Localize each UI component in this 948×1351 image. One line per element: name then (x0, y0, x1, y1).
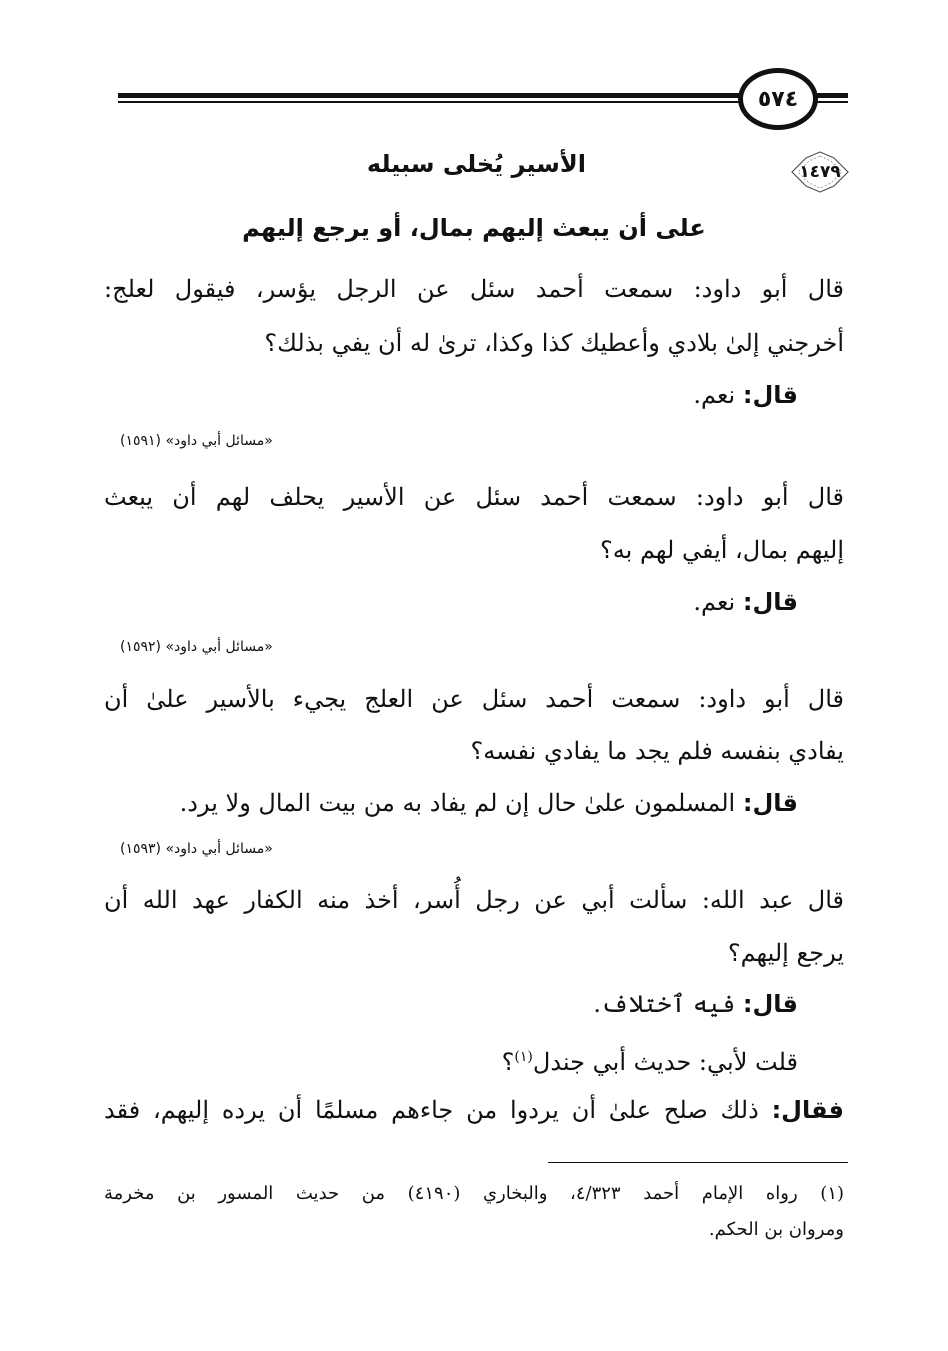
question-line (502, 1040, 798, 1079)
chapter-number: ١٤٧٩ (799, 162, 841, 182)
answer-text: نعم. (693, 588, 743, 616)
answer-text: المسلمون علىٰ حال إن لم يفاد به من بيت المال ولا يرد. (179, 789, 743, 817)
source-reference: «مسائل أبي داود» (١٥٩٣) (120, 841, 273, 857)
text-line: أخرجني إلىٰ بلادي وأعطيك كذا وكذا، ترىٰ له أن يفي بذلك؟ (264, 329, 844, 357)
text-line: يرجع إليهم؟ (727, 939, 844, 967)
text-line: قال أبو داود: سمعت أحمد سئل عن الأسير يحلف لهم أن يبعث (104, 483, 844, 511)
footnote-line: ومروان بن الحكم. (708, 1219, 844, 1240)
chapter-subtitle: على أن يبعث إليهم بمال، أو يرجع إليهم (242, 214, 706, 242)
answer-line (693, 378, 798, 412)
footnote-line: (١) رواه الإمام أحمد ٤/٣٢٣، والبخاري (٤١٩٠) من حديث المسور بن مخرمة (104, 1183, 845, 1204)
answer-line (593, 987, 798, 1021)
text-line: قال أبو داود: سمعت أحمد سئل عن العلج يجيء بالأسير علىٰ أن (104, 685, 844, 713)
footnote-marker: (١) (514, 1049, 533, 1065)
text-line: قال عبد الله: سألت أبي عن رجل أُسر، أخذ منه الكفار عهد الله أن (104, 886, 844, 914)
answer-text: فيه ٱختلاف. (593, 990, 743, 1018)
answer-text: ذلك صلح علىٰ أن يردوا من جاءهم مسلمًا أن يرده إليهم، فقد (104, 1096, 772, 1124)
text-line: قال أبو داود: سمعت أحمد سئل عن الرجل يؤسر، فيقول لعلج: (104, 275, 844, 303)
answer-line (693, 585, 798, 619)
source-reference: «مسائل أبي داود» (١٥٩١) (120, 433, 273, 449)
footnote-separator (548, 1162, 848, 1163)
answer-label: قال: (742, 588, 798, 616)
answer-line (104, 1093, 844, 1127)
question-mark: ؟ (501, 1048, 515, 1076)
answer-label: قال: (742, 789, 798, 817)
answer-line (180, 786, 798, 820)
source-reference: «مسائل أبي داود» (١٥٩٢) (120, 639, 273, 655)
chapter-title: الأسير يُخلى سبيله (366, 150, 586, 178)
answer-label: قال: (742, 990, 798, 1018)
answer-text: نعم. (693, 381, 743, 409)
chapter-number-badge (788, 150, 852, 194)
answer-label: قال: (742, 381, 798, 409)
text-line: إليهم بمال، أيفي لهم به؟ (600, 536, 844, 564)
question-text: قلت لأبي: حديث أبي جندل (532, 1048, 798, 1076)
answer-label: فقال: (771, 1096, 844, 1124)
page-number: ٥٧٤ (738, 68, 818, 130)
text-line: يفادي بنفسه فلم يجد ما يفادي نفسه؟ (470, 737, 844, 765)
